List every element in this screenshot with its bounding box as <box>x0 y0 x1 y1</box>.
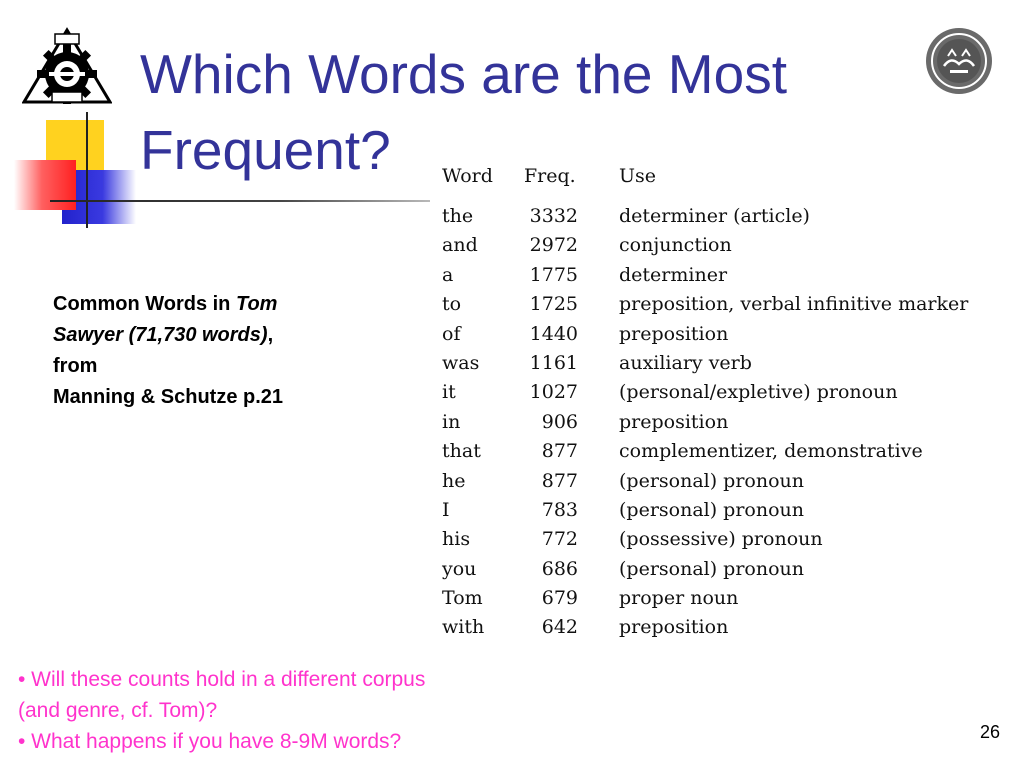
cell-use: (personal) pronoun <box>619 557 805 580</box>
cell-use: preposition <box>619 322 729 345</box>
slide-number: 26 <box>979 722 1000 742</box>
cell-word: was <box>442 351 480 374</box>
caption-citation: Manning & Schutze p.21 <box>53 386 284 408</box>
cell-word: Tom <box>442 587 483 610</box>
cell-use: (personal/expletive) pronoun <box>619 381 898 404</box>
caption-book-title-part: Tom <box>235 293 278 315</box>
cell-use: (personal) pronoun <box>619 498 805 521</box>
bullet-2: • What happens if you have 8-9M words? <box>18 730 402 753</box>
caption-text: Common Words in <box>53 293 236 315</box>
cell-use: determiner (article) <box>619 205 810 227</box>
cell-word: with <box>442 616 485 639</box>
title-line-1: Which Words are the Most <box>140 43 787 105</box>
cell-use: preposition <box>619 616 729 639</box>
cell-word: to <box>442 293 462 316</box>
cell-word: that <box>442 440 481 463</box>
university-seal-logo-icon <box>924 26 994 96</box>
cell-freq: 906 <box>541 410 578 433</box>
header-use: Use <box>619 165 657 187</box>
bullet-1-line-2: (and genre, cf. Tom)? <box>18 699 218 722</box>
cell-word: in <box>442 410 461 433</box>
cell-use: proper noun <box>619 587 739 610</box>
title-line-2: Frequent? <box>140 119 391 181</box>
cell-freq: 679 <box>541 587 578 610</box>
caption-line-2 <box>53 320 373 351</box>
cell-use: conjunction <box>619 234 732 257</box>
cell-use: auxiliary verb <box>619 351 752 374</box>
cell-freq: 783 <box>541 498 578 521</box>
cell-word: and <box>442 234 478 257</box>
bullet-1-line-1: • Will these counts hold in a different corpus <box>18 668 426 691</box>
gear-emblem-logo-icon <box>22 26 112 106</box>
cell-freq: 877 <box>541 440 578 463</box>
cell-freq: 877 <box>541 469 578 492</box>
decorative-horizontal-line <box>50 200 430 202</box>
cell-word: the <box>442 205 474 227</box>
cell-freq: 1027 <box>529 381 578 404</box>
cell-freq: 1161 <box>529 351 578 374</box>
header-freq: Freq. <box>524 165 576 187</box>
cell-word: a <box>442 263 454 286</box>
cell-use: determiner <box>619 263 728 286</box>
header-word: Word <box>442 165 493 187</box>
cell-use: preposition <box>619 410 729 433</box>
caption-comma: , <box>267 324 274 346</box>
cell-word: you <box>442 557 477 580</box>
decorative-red-square <box>14 160 76 210</box>
cell-use: preposition, verbal infinitive marker <box>619 293 969 316</box>
cell-freq: 1440 <box>529 322 578 345</box>
cell-use: (personal) pronoun <box>619 469 805 492</box>
discussion-bullets <box>18 664 538 757</box>
source-caption <box>53 289 373 413</box>
cell-freq: 772 <box>541 528 578 551</box>
caption-from: from <box>53 355 98 377</box>
caption-book-title-rest: Sawyer (71,730 words) <box>53 324 268 346</box>
cell-word: I <box>442 498 450 521</box>
cell-word: it <box>442 381 456 404</box>
cell-freq: 1775 <box>529 263 578 286</box>
cell-word: of <box>442 322 461 345</box>
cell-freq: 3332 <box>529 205 578 227</box>
cell-word: his <box>442 528 471 551</box>
cell-word: he <box>442 469 466 492</box>
cell-freq: 1725 <box>529 293 578 316</box>
cell-freq: 686 <box>541 557 578 580</box>
decorative-vertical-line <box>86 112 88 228</box>
cell-freq: 642 <box>541 616 578 639</box>
cell-use: (possessive) pronoun <box>619 528 823 551</box>
cell-freq: 2972 <box>529 234 578 257</box>
caption-line-1 <box>53 289 373 320</box>
cell-use: complementizer, demonstrative <box>619 440 923 463</box>
